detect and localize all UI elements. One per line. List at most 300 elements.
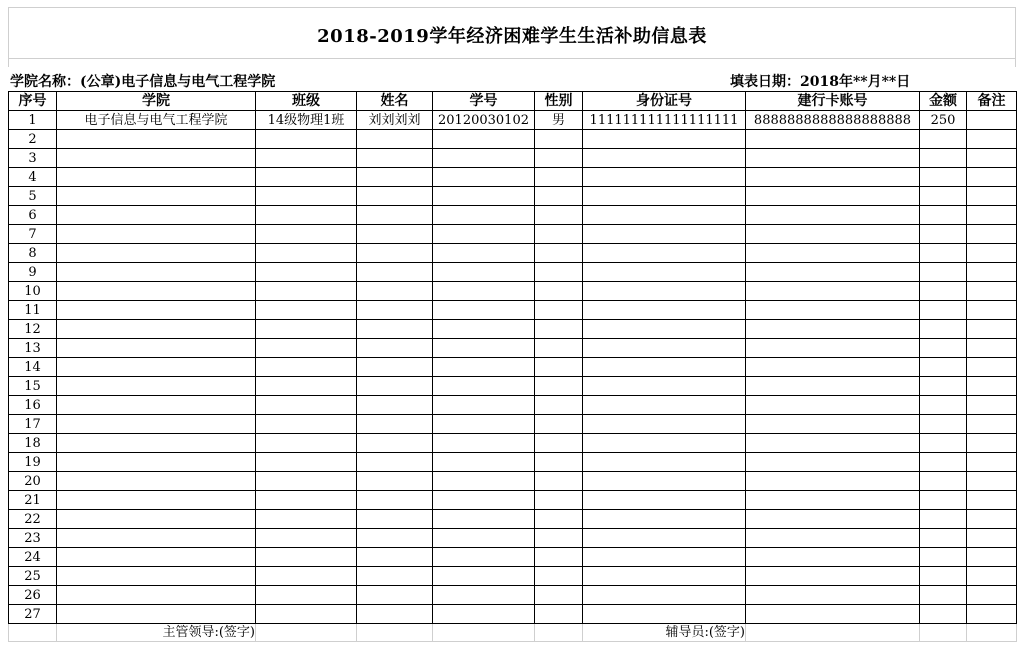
table-cell[interactable]: [433, 548, 535, 567]
table-cell[interactable]: [256, 434, 357, 453]
table-cell[interactable]: [967, 472, 1017, 491]
table-cell[interactable]: [57, 605, 256, 624]
table-cell[interactable]: [583, 225, 746, 244]
table-cell[interactable]: [256, 187, 357, 206]
table-cell[interactable]: [357, 529, 433, 548]
table-cell[interactable]: [746, 263, 920, 282]
column-header: 性别: [535, 92, 583, 111]
table-cell[interactable]: [535, 225, 583, 244]
table-cell[interactable]: [967, 510, 1017, 529]
table-cell[interactable]: [357, 567, 433, 586]
table-cell[interactable]: [57, 320, 256, 339]
table-row: [9, 567, 1017, 586]
table-cell[interactable]: [920, 130, 967, 149]
table-cell[interactable]: [583, 434, 746, 453]
table-row: [9, 605, 1017, 624]
table-cell[interactable]: [583, 320, 746, 339]
table-cell[interactable]: [256, 130, 357, 149]
table-cell[interactable]: [433, 377, 535, 396]
table-header-row: [9, 92, 1017, 111]
table-cell[interactable]: [746, 529, 920, 548]
table-cell[interactable]: [535, 396, 583, 415]
table-cell[interactable]: [256, 415, 357, 434]
table-cell[interactable]: [920, 377, 967, 396]
table-cell[interactable]: [357, 206, 433, 225]
table-cell[interactable]: 电子信息与电气工程学院: [57, 111, 256, 130]
table-cell[interactable]: [256, 586, 357, 605]
row-number[interactable]: 22: [9, 510, 57, 529]
table-cell[interactable]: [583, 586, 746, 605]
table-cell[interactable]: [57, 358, 256, 377]
table-cell[interactable]: [256, 472, 357, 491]
table-cell[interactable]: [57, 434, 256, 453]
table-cell[interactable]: [746, 358, 920, 377]
table-cell[interactable]: [746, 491, 920, 510]
table-cell[interactable]: [357, 491, 433, 510]
table-cell[interactable]: [256, 301, 357, 320]
row-number[interactable]: 19: [9, 453, 57, 472]
table-cell[interactable]: [256, 263, 357, 282]
table-cell[interactable]: [967, 567, 1017, 586]
table-cell[interactable]: [967, 320, 1017, 339]
table-cell[interactable]: [583, 301, 746, 320]
table-cell[interactable]: [967, 453, 1017, 472]
table-cell[interactable]: [256, 396, 357, 415]
table-row: [9, 187, 1017, 206]
table-cell[interactable]: [583, 548, 746, 567]
table-cell[interactable]: [920, 244, 967, 263]
table-cell[interactable]: [433, 320, 535, 339]
table-cell[interactable]: [535, 415, 583, 434]
table-cell[interactable]: [920, 301, 967, 320]
table-cell[interactable]: [920, 225, 967, 244]
table-cell[interactable]: [433, 206, 535, 225]
table-cell[interactable]: [583, 168, 746, 187]
table-cell[interactable]: [57, 510, 256, 529]
table-cell[interactable]: [57, 282, 256, 301]
table-cell[interactable]: 250: [920, 111, 967, 130]
table-cell[interactable]: [967, 263, 1017, 282]
table-row: [9, 206, 1017, 225]
table-cell[interactable]: [583, 187, 746, 206]
row-number[interactable]: 3: [9, 149, 57, 168]
table-cell[interactable]: [920, 282, 967, 301]
table-cell[interactable]: [357, 358, 433, 377]
column-header: 金额: [920, 92, 967, 111]
table-cell[interactable]: [57, 491, 256, 510]
table-cell[interactable]: [583, 263, 746, 282]
table-cell[interactable]: [357, 377, 433, 396]
table-cell[interactable]: [433, 510, 535, 529]
row-number[interactable]: 18: [9, 434, 57, 453]
table-cell[interactable]: [57, 339, 256, 358]
table-cell[interactable]: [967, 282, 1017, 301]
table-cell[interactable]: [57, 263, 256, 282]
footer-cell: [967, 624, 1017, 642]
table-cell[interactable]: [920, 567, 967, 586]
table-cell[interactable]: [967, 529, 1017, 548]
table-cell[interactable]: [433, 301, 535, 320]
table-cell[interactable]: [433, 491, 535, 510]
table-cell[interactable]: [583, 529, 746, 548]
table-cell[interactable]: [433, 586, 535, 605]
footer-cell: [256, 624, 357, 642]
table-cell[interactable]: [746, 586, 920, 605]
table-cell[interactable]: [357, 510, 433, 529]
table-cell[interactable]: [357, 187, 433, 206]
table-cell[interactable]: [535, 491, 583, 510]
table-cell[interactable]: [967, 586, 1017, 605]
table-cell[interactable]: [57, 301, 256, 320]
row-number[interactable]: 27: [9, 605, 57, 624]
table-cell[interactable]: [583, 149, 746, 168]
counselor-signature-label: 辅导员:(签字): [583, 624, 746, 642]
table-cell[interactable]: [433, 187, 535, 206]
table-cell[interactable]: [256, 282, 357, 301]
table-cell[interactable]: [967, 301, 1017, 320]
table-cell[interactable]: [535, 130, 583, 149]
table-cell[interactable]: [967, 434, 1017, 453]
table-cell[interactable]: [357, 282, 433, 301]
table-cell[interactable]: [746, 377, 920, 396]
table-cell[interactable]: [535, 548, 583, 567]
row-number[interactable]: 14: [9, 358, 57, 377]
table-cell[interactable]: [256, 510, 357, 529]
data-table: [8, 91, 1017, 642]
table-cell[interactable]: [535, 358, 583, 377]
table-cell[interactable]: [746, 567, 920, 586]
table-cell[interactable]: [433, 529, 535, 548]
table-cell[interactable]: [256, 358, 357, 377]
table-cell[interactable]: [357, 605, 433, 624]
table-cell[interactable]: [357, 130, 433, 149]
table-cell[interactable]: [967, 396, 1017, 415]
table-cell[interactable]: [57, 225, 256, 244]
table-cell[interactable]: [535, 434, 583, 453]
table-cell[interactable]: [57, 187, 256, 206]
table-cell[interactable]: [746, 453, 920, 472]
row-number[interactable]: 2: [9, 130, 57, 149]
table-cell[interactable]: [535, 282, 583, 301]
table-cell[interactable]: [433, 244, 535, 263]
row-number[interactable]: 17: [9, 415, 57, 434]
table-cell[interactable]: [920, 472, 967, 491]
table-cell[interactable]: [746, 206, 920, 225]
table-cell[interactable]: [256, 168, 357, 187]
row-number[interactable]: 20: [9, 472, 57, 491]
table-cell[interactable]: [433, 434, 535, 453]
table-cell[interactable]: [357, 225, 433, 244]
row-number[interactable]: 7: [9, 225, 57, 244]
table-cell[interactable]: [357, 301, 433, 320]
table-cell[interactable]: [433, 168, 535, 187]
table-cell[interactable]: [583, 567, 746, 586]
row-number[interactable]: 21: [9, 491, 57, 510]
table-cell[interactable]: [57, 548, 256, 567]
table-cell[interactable]: [357, 415, 433, 434]
table-cell[interactable]: [535, 301, 583, 320]
table-cell[interactable]: [746, 548, 920, 567]
table-cell[interactable]: [256, 244, 357, 263]
table-cell[interactable]: [256, 453, 357, 472]
table-row: [9, 472, 1017, 491]
table-cell[interactable]: [967, 339, 1017, 358]
table-cell[interactable]: [256, 529, 357, 548]
table-cell[interactable]: 14级物理1班: [256, 111, 357, 130]
table-cell[interactable]: [746, 605, 920, 624]
table-cell[interactable]: [256, 339, 357, 358]
table-cell[interactable]: [967, 548, 1017, 567]
row-number[interactable]: 25: [9, 567, 57, 586]
table-cell[interactable]: [535, 168, 583, 187]
table-cell[interactable]: [746, 472, 920, 491]
table-cell[interactable]: [583, 510, 746, 529]
table-cell[interactable]: [920, 548, 967, 567]
table-cell[interactable]: [433, 263, 535, 282]
title-row: [8, 7, 1016, 59]
table-cell[interactable]: 111111111111111111: [583, 111, 746, 130]
table-cell[interactable]: 男: [535, 111, 583, 130]
table-cell[interactable]: [57, 130, 256, 149]
table-cell[interactable]: [920, 605, 967, 624]
table-cell[interactable]: [583, 453, 746, 472]
table-cell[interactable]: [433, 282, 535, 301]
footer-cell: [920, 624, 967, 642]
table-cell[interactable]: [433, 358, 535, 377]
table-cell[interactable]: [57, 529, 256, 548]
table-cell[interactable]: [535, 472, 583, 491]
table-cell[interactable]: [57, 396, 256, 415]
table-cell[interactable]: [256, 149, 357, 168]
table-cell[interactable]: [357, 586, 433, 605]
table-cell[interactable]: [57, 206, 256, 225]
table-cell[interactable]: [967, 377, 1017, 396]
table-cell[interactable]: [535, 244, 583, 263]
table-cell[interactable]: [256, 548, 357, 567]
table-cell[interactable]: 刘刘刘刘: [357, 111, 433, 130]
table-cell[interactable]: [746, 130, 920, 149]
table-cell[interactable]: [746, 225, 920, 244]
table-cell[interactable]: [583, 206, 746, 225]
table-row: [9, 434, 1017, 453]
table-cell[interactable]: [967, 206, 1017, 225]
row-number[interactable]: 6: [9, 206, 57, 225]
row-number[interactable]: 13: [9, 339, 57, 358]
table-cell[interactable]: [256, 567, 357, 586]
table-cell[interactable]: [57, 244, 256, 263]
table-cell[interactable]: [57, 149, 256, 168]
table-cell[interactable]: [256, 605, 357, 624]
row-number[interactable]: 24: [9, 548, 57, 567]
table-cell[interactable]: [746, 415, 920, 434]
table-cell[interactable]: [57, 415, 256, 434]
table-cell[interactable]: [967, 130, 1017, 149]
table-row: [9, 130, 1017, 149]
table-cell[interactable]: [57, 586, 256, 605]
table-cell[interactable]: [920, 263, 967, 282]
table-cell[interactable]: [433, 130, 535, 149]
table-cell[interactable]: [746, 149, 920, 168]
table-cell[interactable]: [967, 358, 1017, 377]
college-label: 学院名称：(公章)电子信息与电气工程学院: [10, 74, 276, 90]
table-cell[interactable]: [256, 377, 357, 396]
row-number[interactable]: 8: [9, 244, 57, 263]
table-cell[interactable]: [583, 415, 746, 434]
table-cell[interactable]: [256, 225, 357, 244]
table-cell[interactable]: [967, 605, 1017, 624]
table-cell[interactable]: [967, 415, 1017, 434]
table-cell[interactable]: 20120030102: [433, 111, 535, 130]
table-cell[interactable]: [583, 396, 746, 415]
table-cell[interactable]: [583, 282, 746, 301]
table-cell[interactable]: [583, 605, 746, 624]
table-cell[interactable]: [357, 396, 433, 415]
page-title: 2018-2019学年经济困难学生生活补助信息表: [317, 26, 707, 47]
table-cell[interactable]: [433, 453, 535, 472]
table-cell[interactable]: [256, 491, 357, 510]
table-cell[interactable]: [583, 130, 746, 149]
table-row: [9, 548, 1017, 567]
table-cell[interactable]: [357, 263, 433, 282]
row-number[interactable]: 15: [9, 377, 57, 396]
table-cell[interactable]: [535, 510, 583, 529]
table-cell[interactable]: [535, 529, 583, 548]
table-cell[interactable]: [357, 339, 433, 358]
table-cell[interactable]: [746, 244, 920, 263]
table-cell[interactable]: [967, 149, 1017, 168]
table-cell[interactable]: [746, 187, 920, 206]
row-number[interactable]: 12: [9, 320, 57, 339]
table-cell[interactable]: [535, 149, 583, 168]
table-cell[interactable]: [256, 206, 357, 225]
row-number[interactable]: 4: [9, 168, 57, 187]
table-cell[interactable]: [746, 434, 920, 453]
table-cell[interactable]: [357, 244, 433, 263]
table-cell[interactable]: [967, 111, 1017, 130]
table-cell[interactable]: [433, 225, 535, 244]
table-cell[interactable]: [583, 472, 746, 491]
table-cell[interactable]: [57, 453, 256, 472]
table-cell[interactable]: [535, 567, 583, 586]
row-number[interactable]: 11: [9, 301, 57, 320]
row-number[interactable]: 1: [9, 111, 57, 130]
table-cell[interactable]: [535, 377, 583, 396]
table-cell[interactable]: [920, 187, 967, 206]
table-cell[interactable]: [920, 339, 967, 358]
table-row: [9, 358, 1017, 377]
table-cell[interactable]: [256, 320, 357, 339]
table-cell[interactable]: [746, 339, 920, 358]
table-cell[interactable]: [357, 548, 433, 567]
table-row: [9, 244, 1017, 263]
table-cell[interactable]: [433, 149, 535, 168]
table-row: [9, 510, 1017, 529]
table-cell[interactable]: [357, 453, 433, 472]
table-cell[interactable]: [920, 434, 967, 453]
table-cell[interactable]: [583, 358, 746, 377]
table-cell[interactable]: [746, 396, 920, 415]
table-cell[interactable]: [535, 206, 583, 225]
table-cell[interactable]: [746, 320, 920, 339]
table-cell[interactable]: [357, 149, 433, 168]
table-cell[interactable]: [746, 282, 920, 301]
table-cell[interactable]: [920, 415, 967, 434]
column-header: 备注: [967, 92, 1017, 111]
table-cell[interactable]: [746, 301, 920, 320]
table-cell[interactable]: [920, 320, 967, 339]
table-cell[interactable]: [433, 415, 535, 434]
table-cell[interactable]: [535, 586, 583, 605]
table-cell[interactable]: [920, 358, 967, 377]
table-cell[interactable]: [920, 168, 967, 187]
table-cell[interactable]: [920, 510, 967, 529]
table-cell[interactable]: [433, 472, 535, 491]
table-cell[interactable]: [583, 377, 746, 396]
table-cell[interactable]: [433, 567, 535, 586]
table-cell[interactable]: [57, 168, 256, 187]
table-cell[interactable]: [967, 244, 1017, 263]
table-row: [9, 282, 1017, 301]
table-cell[interactable]: [57, 377, 256, 396]
table-cell[interactable]: [920, 396, 967, 415]
table-cell[interactable]: [583, 491, 746, 510]
table-cell[interactable]: [57, 472, 256, 491]
table-row: [9, 111, 1017, 130]
table-cell[interactable]: [535, 605, 583, 624]
table-cell[interactable]: [583, 244, 746, 263]
table-cell[interactable]: [967, 491, 1017, 510]
table-cell[interactable]: [746, 510, 920, 529]
row-number[interactable]: 26: [9, 586, 57, 605]
table-cell[interactable]: [967, 187, 1017, 206]
table-cell[interactable]: [920, 206, 967, 225]
column-header: 序号: [9, 92, 57, 111]
table-cell[interactable]: [357, 472, 433, 491]
row-number[interactable]: 23: [9, 529, 57, 548]
table-row: [9, 301, 1017, 320]
table-cell[interactable]: [535, 320, 583, 339]
table-row: [9, 339, 1017, 358]
table-cell[interactable]: 8888888888888888888: [746, 111, 920, 130]
table-cell[interactable]: [357, 320, 433, 339]
table-row: [9, 453, 1017, 472]
table-cell[interactable]: [433, 605, 535, 624]
table-cell[interactable]: [57, 567, 256, 586]
table-cell[interactable]: [357, 168, 433, 187]
table-cell[interactable]: [535, 263, 583, 282]
table-cell[interactable]: [535, 453, 583, 472]
table-cell[interactable]: [433, 339, 535, 358]
row-number[interactable]: 9: [9, 263, 57, 282]
table-cell[interactable]: [920, 149, 967, 168]
table-cell[interactable]: [920, 529, 967, 548]
table-cell[interactable]: [920, 453, 967, 472]
row-number[interactable]: 16: [9, 396, 57, 415]
table-cell[interactable]: [920, 491, 967, 510]
table-cell[interactable]: [967, 225, 1017, 244]
table-cell[interactable]: [433, 396, 535, 415]
table-cell[interactable]: [746, 168, 920, 187]
row-number[interactable]: 10: [9, 282, 57, 301]
row-number[interactable]: 5: [9, 187, 57, 206]
table-cell[interactable]: [583, 339, 746, 358]
table-cell[interactable]: [967, 168, 1017, 187]
table-cell[interactable]: [357, 434, 433, 453]
spreadsheet: [8, 7, 1016, 644]
table-cell[interactable]: [535, 187, 583, 206]
table-cell[interactable]: [535, 339, 583, 358]
table-cell[interactable]: [920, 586, 967, 605]
